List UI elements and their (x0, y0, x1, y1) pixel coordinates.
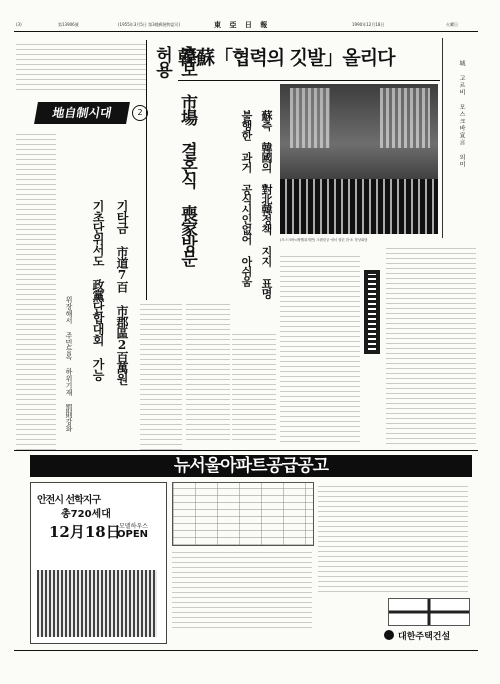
body-text-block (16, 40, 146, 90)
ad-open-date: 12月18日 (49, 523, 121, 541)
top-story-deck-1: 蘇측 韓國의 對北韓정책 지지 표명 (260, 110, 273, 298)
ad-top-rule (14, 450, 478, 451)
issue-date: 1990年12月18日 (352, 22, 385, 27)
photo-crowd (280, 179, 438, 234)
paper-name: 東 亞 日 報 (214, 20, 271, 29)
body-text-block (232, 330, 276, 440)
issue-weekday: 火曜日 (446, 22, 458, 27)
top-story-headline: 韓蘇「협력의 깃발」올리다 (178, 47, 395, 69)
left-story-deck-1: 기타금 市道7百 市郡區2百萬원 (115, 200, 129, 384)
ad-notice-text (318, 482, 468, 592)
body-text-block (386, 244, 476, 444)
top-story-deck-2: 불행한 과거 공식시인없어 아쉬움 (240, 110, 253, 286)
side-column-title: 城 고르비 모스크바宣言 의미 (458, 60, 465, 168)
left-story-headline: 후보 市場 결혼식 喪家방문 허용 (152, 46, 197, 265)
body-text-block (140, 300, 182, 450)
ad-open-word: OPEN (117, 529, 149, 540)
ad-promo-panel (30, 482, 167, 644)
ad-apartment-rendering (37, 553, 157, 637)
ad-banner (30, 455, 472, 477)
ad-unit-count: 총720세대 (61, 509, 111, 520)
photo-caption: (모스크바=特別취재반) 크렘린궁 에서 열린 한·소 정상회담 (280, 238, 368, 242)
series-kicker: 地自制시대 (34, 102, 130, 124)
news-photo (280, 84, 438, 234)
registration-note: (1955年3月5日 第3種郵便物認可) (118, 22, 181, 27)
series-number: 2 (132, 105, 148, 121)
left-story-byline: 위장해서 주민등록 하위기재 罰則강화 (65, 296, 73, 432)
ad-notice-text (172, 548, 312, 628)
ad-company-name: 대한주택건설 (398, 632, 451, 642)
column-rule (146, 40, 147, 300)
side-column (442, 38, 479, 238)
page-number: (3) (16, 22, 22, 27)
page-bottom-rule (14, 650, 478, 651)
body-text-block (16, 130, 56, 450)
masthead-rule (14, 31, 478, 32)
headline-rule (178, 80, 440, 81)
photo-window (380, 88, 430, 148)
ad-open-label: 모델하우스 (119, 523, 148, 530)
sidebar-label-lines (368, 274, 376, 350)
ad-price-table (172, 482, 314, 546)
body-text-block (186, 300, 230, 440)
ad-banner-text: 뉴서울아파트공급공고 (173, 456, 329, 476)
company-logo-icon (384, 630, 394, 640)
photo-window (290, 88, 330, 148)
body-text-block (280, 252, 360, 442)
left-story-deck-2: 기초단위서도 政黨단합대회 가능 (91, 200, 105, 380)
edition-number: 第13906號 (58, 22, 79, 27)
ad-location-map (388, 598, 470, 626)
ad-project-name: 안전시 선학지구 (37, 495, 101, 506)
